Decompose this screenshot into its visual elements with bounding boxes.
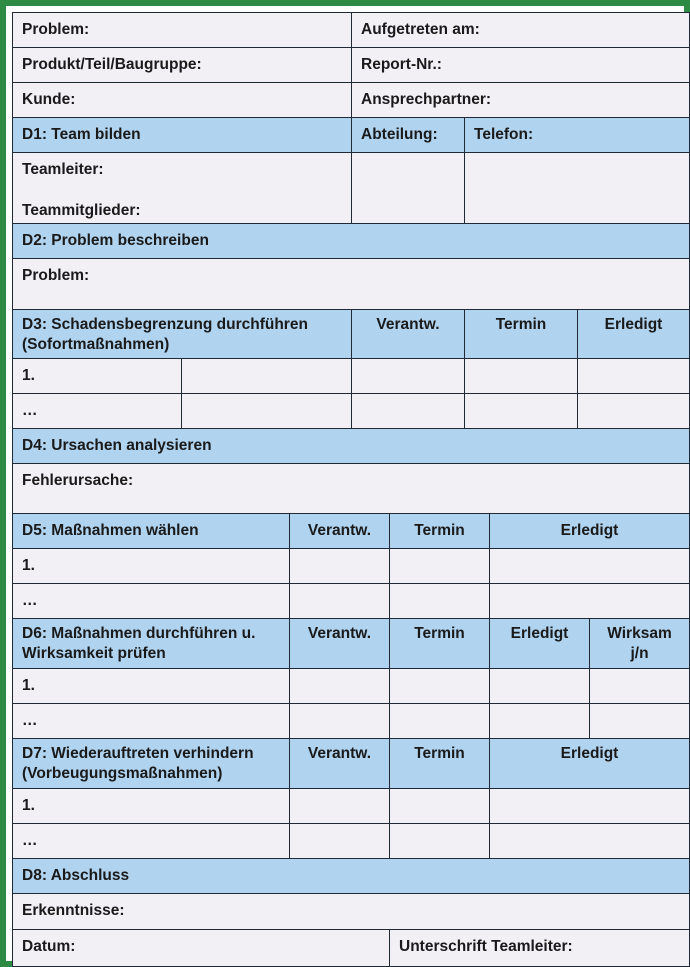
d6-title-line1: D6: Maßnahmen durchführen u. <box>22 625 256 642</box>
product-field[interactable] <box>12 48 352 83</box>
d5-row-number[interactable]: … <box>12 584 290 619</box>
d6-header-row <box>12 619 690 669</box>
d3-date-field[interactable] <box>465 359 578 394</box>
product-label: Produkt/Teil/Baugruppe: <box>22 56 202 73</box>
d7-date-header: Termin <box>390 739 490 789</box>
d5-date-field[interactable] <box>390 549 490 584</box>
d5-header-row <box>12 514 690 549</box>
d6-table-row <box>12 704 690 739</box>
d5-table-row <box>12 549 690 584</box>
d4-cause-row <box>12 464 690 514</box>
d6-responsible-field[interactable] <box>290 704 390 739</box>
d6-title-line2: Wirksamkeit prüfen <box>22 645 166 662</box>
d4-cause-label: Fehlerursache: <box>22 472 134 489</box>
d5-responsible-field[interactable] <box>290 584 390 619</box>
d3-responsible-field[interactable] <box>352 394 465 429</box>
d1-department-field[interactable] <box>352 153 465 224</box>
d7-date-field[interactable] <box>390 824 490 859</box>
d3-date-field[interactable] <box>465 394 578 429</box>
d8-signoff-row <box>12 930 690 967</box>
header-row-customer <box>12 83 690 118</box>
d6-effective-header <box>590 619 690 669</box>
d8-header-row <box>12 859 690 894</box>
report-number-label: Report-Nr.: <box>361 56 442 73</box>
d3-header-row <box>12 310 690 359</box>
team-members-label: Teammitglieder: <box>22 202 141 219</box>
d3-row-number: 1. <box>12 359 182 394</box>
d7-row-number[interactable]: … <box>12 824 290 859</box>
d1-department-header: Abteilung: <box>352 118 465 153</box>
d5-date-field[interactable] <box>390 584 490 619</box>
d6-effective-field[interactable] <box>590 704 690 739</box>
d6-responsible-field[interactable] <box>290 669 390 704</box>
header-row-product <box>12 48 690 83</box>
d1-title: D1: Team bilden <box>12 118 352 153</box>
d3-title-line2: (Sofortmaßnahmen) <box>22 336 170 353</box>
d1-header-row <box>12 118 690 153</box>
d6-done-field[interactable] <box>490 704 590 739</box>
occurred-label: Aufgetreten am: <box>361 21 480 38</box>
d3-table-row <box>12 359 690 394</box>
d5-title: D5: Maßnahmen wählen <box>12 514 290 549</box>
d7-done-field[interactable] <box>490 824 690 859</box>
d3-date-header: Termin <box>465 310 578 359</box>
d6-row-number[interactable]: 1. <box>12 669 290 704</box>
d7-responsible-field[interactable] <box>290 789 390 824</box>
d1-phone-header: Telefon: <box>465 118 690 153</box>
d7-title-line2: (Vorbeugungsmaßnahmen) <box>22 765 223 782</box>
d6-table-row <box>12 669 690 704</box>
d1-phone-field[interactable] <box>465 153 690 224</box>
d3-responsible-field[interactable] <box>352 359 465 394</box>
d7-title <box>12 739 290 789</box>
d7-done-header: Erledigt <box>490 739 690 789</box>
d3-done-field[interactable] <box>578 359 690 394</box>
d8-title: D8: Abschluss <box>12 859 690 894</box>
d3-done-header: Erledigt <box>578 310 690 359</box>
d5-done-header: Erledigt <box>490 514 690 549</box>
d4-header-row <box>12 429 690 464</box>
d6-date-field[interactable] <box>390 669 490 704</box>
d2-problem-label: Problem: <box>22 267 90 284</box>
d8-date-label: Datum: <box>22 938 76 955</box>
d5-done-field[interactable] <box>490 549 690 584</box>
occurred-field[interactable] <box>352 12 690 48</box>
d7-date-field[interactable] <box>390 789 490 824</box>
d7-table-row <box>12 824 690 859</box>
contact-field[interactable] <box>352 83 690 118</box>
d5-responsible-field[interactable] <box>290 549 390 584</box>
d2-problem-field[interactable] <box>12 259 690 310</box>
team-lead-label: Teamleiter: <box>22 161 104 178</box>
d3-table-row <box>12 394 690 429</box>
d7-responsible-header: Verantw. <box>290 739 390 789</box>
d7-table-row <box>12 789 690 824</box>
d8-date-field[interactable] <box>12 930 390 967</box>
d6-title <box>12 619 290 669</box>
d6-effective-line2: j/n <box>630 645 649 662</box>
d4-title: D4: Ursachen analysieren <box>12 429 690 464</box>
d5-done-field[interactable] <box>490 584 690 619</box>
d3-done-field[interactable] <box>578 394 690 429</box>
d5-responsible-header: Verantw. <box>290 514 390 549</box>
d8-signature-label: Unterschrift Teamleiter: <box>399 938 573 955</box>
d3-title-line1: D3: Schadensbegrenzung durchführen <box>22 316 308 333</box>
d6-date-header: Termin <box>390 619 490 669</box>
d6-effective-field[interactable] <box>590 669 690 704</box>
d3-responsible-header: Verantw. <box>352 310 465 359</box>
d1-team-row <box>12 153 690 224</box>
d7-responsible-field[interactable] <box>290 824 390 859</box>
d5-table-row <box>12 584 690 619</box>
problem-label: Problem: <box>22 21 90 38</box>
d8-signature-field[interactable] <box>390 930 690 967</box>
report-number-field[interactable] <box>352 48 690 83</box>
d6-done-field[interactable] <box>490 669 590 704</box>
customer-label: Kunde: <box>22 91 76 108</box>
d7-header-row <box>12 739 690 789</box>
d2-problem-row <box>12 259 690 310</box>
d8-findings-field[interactable] <box>12 894 690 930</box>
customer-field[interactable] <box>12 83 352 118</box>
d7-done-field[interactable] <box>490 789 690 824</box>
d3-title <box>12 310 352 359</box>
d7-title-line1: D7: Wiederauftreten verhindern <box>22 745 254 762</box>
d8-findings-label: Erkenntnisse: <box>22 902 125 919</box>
d6-effective-line1: Wirksam <box>607 625 672 642</box>
d6-responsible-header: Verantw. <box>290 619 390 669</box>
d5-row-number[interactable]: 1. <box>12 549 290 584</box>
d6-row-number[interactable]: … <box>12 704 290 739</box>
d8-findings-row <box>12 894 690 930</box>
problem-field[interactable] <box>12 12 352 48</box>
d2-header-row <box>12 224 690 259</box>
d6-date-field[interactable] <box>390 704 490 739</box>
d1-team-field[interactable] <box>12 153 352 224</box>
d5-date-header: Termin <box>390 514 490 549</box>
d7-row-number[interactable]: 1. <box>12 789 290 824</box>
d3-measure-field[interactable] <box>182 359 352 394</box>
contact-label: Ansprechpartner: <box>361 91 492 108</box>
d3-measure-field[interactable] <box>182 394 352 429</box>
header-row-problem <box>12 12 690 48</box>
d6-done-header: Erledigt <box>490 619 590 669</box>
d2-title: D2: Problem beschreiben <box>12 224 690 259</box>
d3-row-number: … <box>12 394 182 429</box>
d4-cause-field[interactable] <box>12 464 690 514</box>
